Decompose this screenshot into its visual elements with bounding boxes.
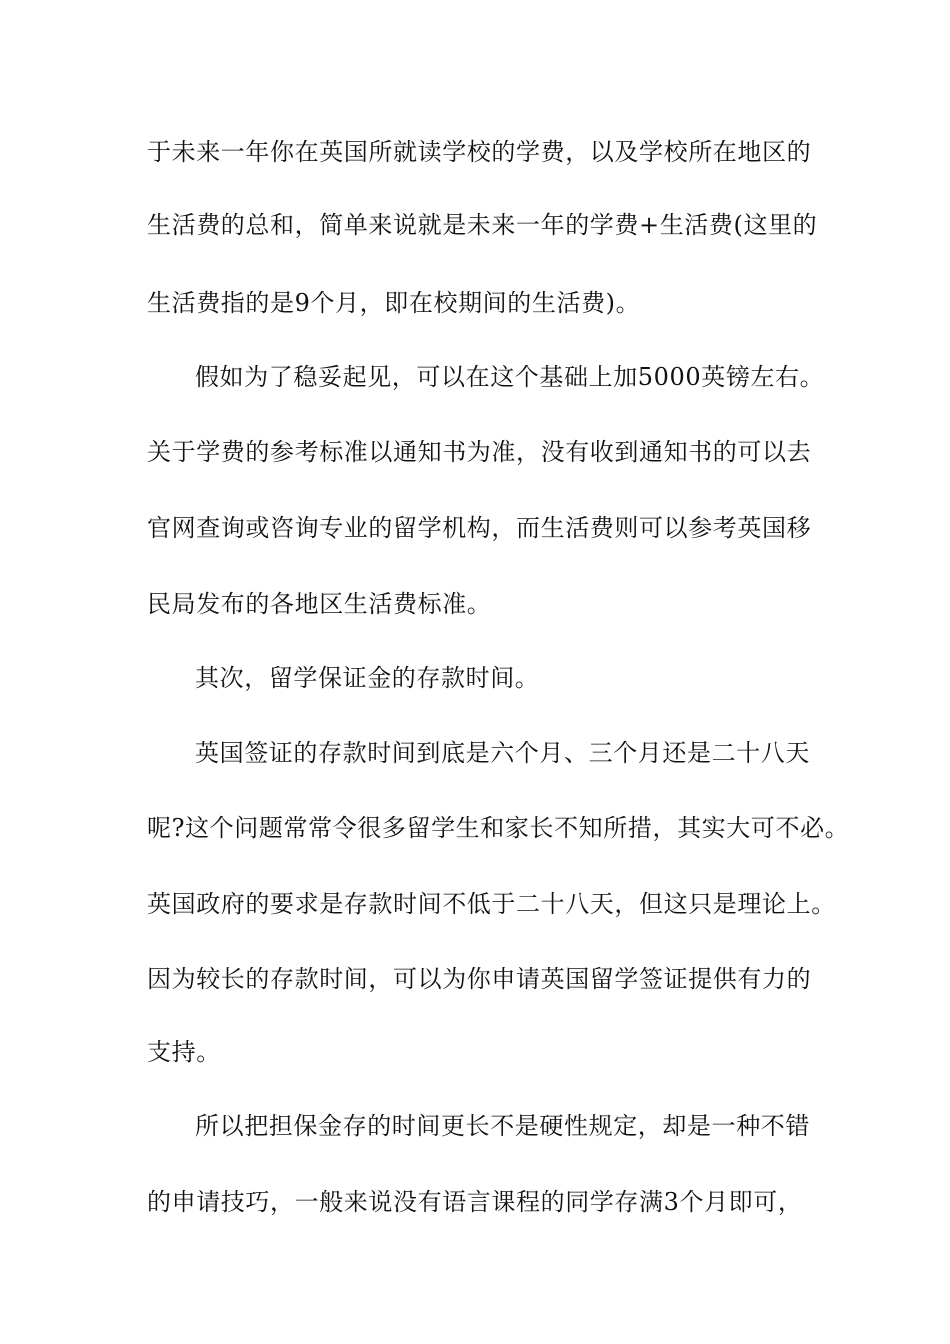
text-line: 于未来一年你在英国所就读学校的学费，以及学校所在地区的	[147, 138, 812, 166]
text-line: 生活费的总和，简单来说就是未来一年的学费+生活费(这里的	[147, 211, 818, 239]
text-line: 支持。	[147, 1038, 221, 1066]
text-line: 的申请技巧，一般来说没有语言课程的同学存满3个月即可，	[147, 1188, 803, 1216]
text-line: 官网查询或咨询专业的留学机构，而生活费则可以参考英国移	[147, 514, 812, 542]
paragraph-first-line: 英国签证的存款时间到底是六个月、三个月还是二十八天	[195, 739, 810, 767]
text-line: 生活费指的是9个月，即在校期间的生活费)。	[147, 289, 641, 317]
text-line: 呢?这个问题常常令很多留学生和家长不知所措，其实大可不必。	[147, 814, 850, 842]
paragraph-first-line: 其次，留学保证金的存款时间。	[195, 664, 540, 692]
text-line: 英国政府的要求是存款时间不低于二十八天，但这只是理论上。	[147, 890, 836, 918]
paragraph-first-line: 所以把担保金存的时间更长不是硬性规定，却是一种不错	[195, 1112, 810, 1140]
text-line: 民局发布的各地区生活费标准。	[147, 590, 492, 618]
text-line: 关于学费的参考标准以通知书为准，没有收到通知书的可以去	[147, 438, 812, 466]
paragraph-first-line: 假如为了稳妥起见，可以在这个基础上加5000英镑左右。	[195, 363, 825, 391]
text-line: 因为较长的存款时间，可以为你申请英国留学签证提供有力的	[147, 965, 812, 993]
